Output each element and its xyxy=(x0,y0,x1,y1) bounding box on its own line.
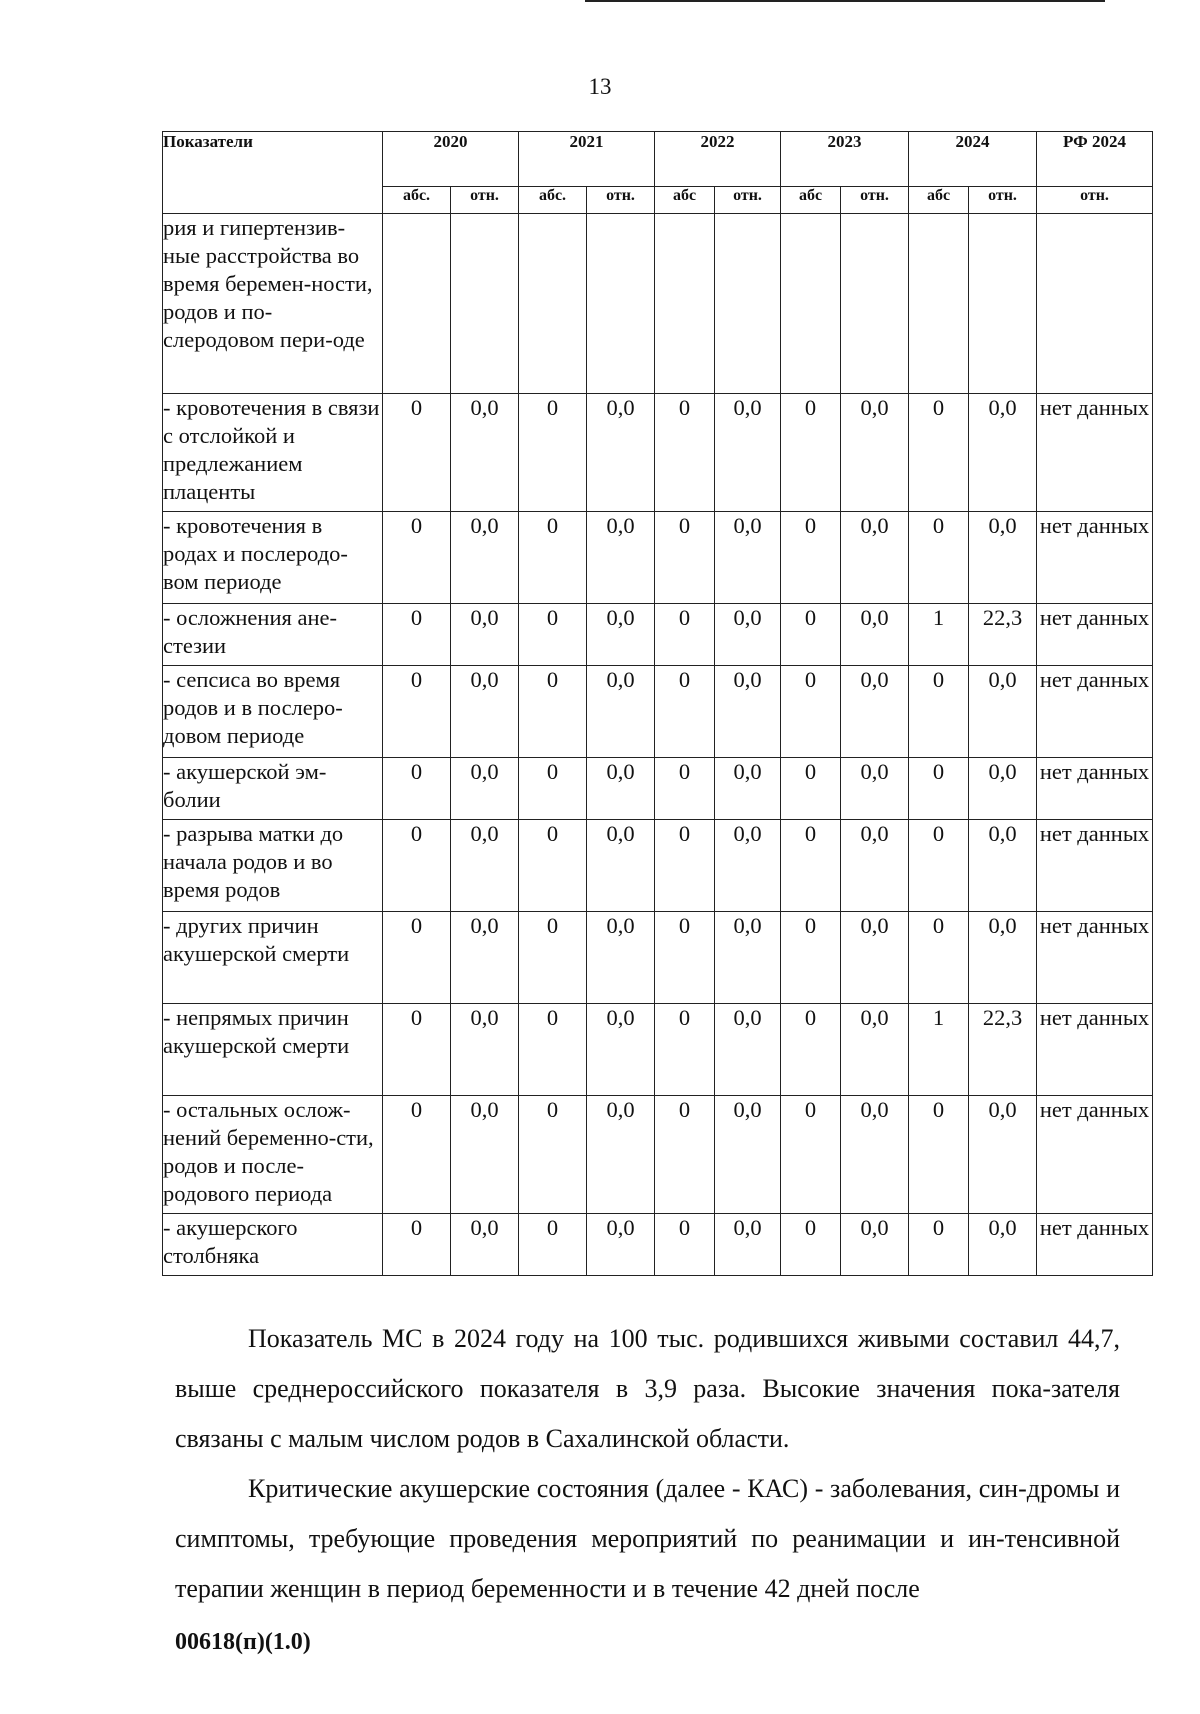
cell-rel: 0,0 xyxy=(451,512,519,604)
cell-abs: 0 xyxy=(519,1096,587,1214)
cell-abs xyxy=(383,214,451,394)
cell-rel: 0,0 xyxy=(715,1096,781,1214)
table-row xyxy=(163,604,1153,666)
cell-rel: 0,0 xyxy=(969,820,1037,912)
cell-rel: 0,0 xyxy=(841,912,909,1004)
table-row xyxy=(163,758,1153,820)
cell-rel: 0,0 xyxy=(451,912,519,1004)
cell-abs: 0 xyxy=(383,758,451,820)
cell-abs: 0 xyxy=(383,666,451,758)
cell-rel: 0,0 xyxy=(587,512,655,604)
header-year: 2020 xyxy=(383,132,519,187)
header-unit: отн. xyxy=(1037,187,1153,214)
cell-abs: 0 xyxy=(909,512,969,604)
document-code: 00618(п)(1.0) xyxy=(175,1629,311,1655)
row-label: рия и гипертензив-ные расстройства во время беремен-ности, родов и по-слеродовом пери-оде xyxy=(163,214,383,394)
cell-abs: 0 xyxy=(655,1096,715,1214)
cell-rf: нет данных xyxy=(1037,512,1153,604)
table-row xyxy=(163,1004,1153,1096)
header-year: 2024 xyxy=(909,132,1037,187)
cell-abs: 0 xyxy=(909,1096,969,1214)
header-unit: абс. xyxy=(383,187,451,214)
row-label: - непрямых причин акушерской смерти xyxy=(163,1004,383,1096)
cell-rel: 0,0 xyxy=(715,758,781,820)
row-label: - кровотечения в родах и послеродо-вом периоде xyxy=(163,512,383,604)
cell-abs: 0 xyxy=(781,1004,841,1096)
cell-rel: 0,0 xyxy=(841,1096,909,1214)
cell-rel: 0,0 xyxy=(451,820,519,912)
cell-rel: 22,3 xyxy=(969,1004,1037,1096)
cell-rel: 0,0 xyxy=(969,912,1037,1004)
cell-rel xyxy=(715,214,781,394)
cell-abs xyxy=(909,214,969,394)
cell-abs xyxy=(781,214,841,394)
cell-abs: 0 xyxy=(909,1214,969,1276)
cell-rel: 0,0 xyxy=(451,666,519,758)
header-row-years xyxy=(163,132,1153,187)
cell-abs: 0 xyxy=(655,604,715,666)
paragraph-mortality-rate: Показатель МС в 2024 году на 100 тыс. родившихся живыми составил 44,7, выше среднероссийского показателя в 3,9 раза. Высокие значения пока-зателя связаны с малым числом родов в Сахалинской области. xyxy=(175,1324,1120,1453)
header-unit: отн. xyxy=(969,187,1037,214)
table-row xyxy=(163,1214,1153,1276)
cell-abs: 0 xyxy=(909,666,969,758)
header-year: 2022 xyxy=(655,132,781,187)
cell-abs: 0 xyxy=(781,604,841,666)
cell-rel xyxy=(587,214,655,394)
cell-rel: 0,0 xyxy=(587,820,655,912)
cell-rel: 22,3 xyxy=(969,604,1037,666)
cell-abs: 0 xyxy=(655,1004,715,1096)
cell-abs: 1 xyxy=(909,1004,969,1096)
cell-rf: нет данных xyxy=(1037,1096,1153,1214)
cell-abs: 0 xyxy=(519,758,587,820)
cell-abs: 0 xyxy=(909,820,969,912)
cell-rel: 0,0 xyxy=(451,394,519,512)
cell-rf: нет данных xyxy=(1037,604,1153,666)
row-label: - акушерского столбняка xyxy=(163,1214,383,1276)
header-year: 2023 xyxy=(781,132,909,187)
cell-rel: 0,0 xyxy=(715,820,781,912)
cell-abs: 0 xyxy=(909,394,969,512)
cell-abs xyxy=(519,214,587,394)
cell-abs: 0 xyxy=(781,1096,841,1214)
cell-abs: 0 xyxy=(781,394,841,512)
cell-abs: 0 xyxy=(383,512,451,604)
cell-rel xyxy=(969,214,1037,394)
cell-rel: 0,0 xyxy=(587,1214,655,1276)
cell-abs: 0 xyxy=(383,1096,451,1214)
cell-abs: 0 xyxy=(519,604,587,666)
cell-abs: 0 xyxy=(383,1004,451,1096)
cell-rel: 0,0 xyxy=(451,1214,519,1276)
cell-rf xyxy=(1037,214,1153,394)
header-unit: абс xyxy=(909,187,969,214)
cell-abs: 1 xyxy=(909,604,969,666)
cell-rel: 0,0 xyxy=(587,604,655,666)
indicators-table xyxy=(162,131,1153,1276)
cell-abs: 0 xyxy=(655,394,715,512)
cell-abs: 0 xyxy=(383,820,451,912)
table-row xyxy=(163,214,1153,394)
cell-rf: нет данных xyxy=(1037,666,1153,758)
cell-rel xyxy=(841,214,909,394)
row-label: - разрыва матки до начала родов и во время родов xyxy=(163,820,383,912)
cell-rel: 0,0 xyxy=(587,1096,655,1214)
cell-rf: нет данных xyxy=(1037,912,1153,1004)
cell-rel: 0,0 xyxy=(969,1214,1037,1276)
cell-abs: 0 xyxy=(655,1214,715,1276)
cell-rel: 0,0 xyxy=(841,820,909,912)
cell-rel: 0,0 xyxy=(715,394,781,512)
cell-rel: 0,0 xyxy=(969,512,1037,604)
header-year: 2021 xyxy=(519,132,655,187)
cell-abs: 0 xyxy=(383,604,451,666)
header-rf-2024: РФ 2024 xyxy=(1037,132,1153,187)
cell-rel: 0,0 xyxy=(969,758,1037,820)
cell-abs: 0 xyxy=(519,512,587,604)
header-unit: отн. xyxy=(451,187,519,214)
header-unit: отн. xyxy=(841,187,909,214)
row-label: - акушерской эм-болии xyxy=(163,758,383,820)
cell-abs: 0 xyxy=(781,820,841,912)
header-unit: отн. xyxy=(587,187,655,214)
row-label: - осложнения ане-стезии xyxy=(163,604,383,666)
cell-rel: 0,0 xyxy=(841,666,909,758)
cell-rel: 0,0 xyxy=(715,604,781,666)
cell-abs: 0 xyxy=(781,758,841,820)
cell-abs: 0 xyxy=(519,394,587,512)
cell-abs: 0 xyxy=(519,912,587,1004)
cell-abs xyxy=(655,214,715,394)
cell-rf: нет данных xyxy=(1037,820,1153,912)
header-unit: абс. xyxy=(519,187,587,214)
table-row xyxy=(163,1096,1153,1214)
cell-rf: нет данных xyxy=(1037,394,1153,512)
header-unit: абс xyxy=(655,187,715,214)
cell-abs: 0 xyxy=(383,1214,451,1276)
header-unit: отн. xyxy=(715,187,781,214)
cell-rel: 0,0 xyxy=(587,394,655,512)
row-label: - сепсиса во время родов и в послеро-довом периоде xyxy=(163,666,383,758)
cell-rel: 0,0 xyxy=(969,394,1037,512)
table-row xyxy=(163,394,1153,512)
table-row xyxy=(163,512,1153,604)
cell-rel: 0,0 xyxy=(587,666,655,758)
cell-abs: 0 xyxy=(655,758,715,820)
cell-rel xyxy=(451,214,519,394)
cell-abs: 0 xyxy=(655,820,715,912)
cell-abs: 0 xyxy=(781,912,841,1004)
cell-rel: 0,0 xyxy=(841,512,909,604)
cell-abs: 0 xyxy=(383,912,451,1004)
cell-rel: 0,0 xyxy=(841,394,909,512)
cell-rel: 0,0 xyxy=(715,512,781,604)
cell-abs: 0 xyxy=(655,912,715,1004)
cell-rel: 0,0 xyxy=(841,758,909,820)
cell-abs: 0 xyxy=(655,666,715,758)
table-row xyxy=(163,912,1153,1004)
cell-abs: 0 xyxy=(781,666,841,758)
header-indicators: Показатели xyxy=(163,132,383,214)
cell-abs: 0 xyxy=(519,666,587,758)
cell-abs: 0 xyxy=(909,758,969,820)
cell-rel: 0,0 xyxy=(969,666,1037,758)
cell-abs: 0 xyxy=(909,912,969,1004)
top-edge-line xyxy=(585,0,1105,2)
row-label: - других причин акушерской смерти xyxy=(163,912,383,1004)
cell-abs: 0 xyxy=(519,820,587,912)
cell-rel: 0,0 xyxy=(587,912,655,1004)
header-unit: абс xyxy=(781,187,841,214)
paragraph-critical-states: Критические акушерские состояния (далее - КАС) - заболевания, син-дромы и симптомы, требующие проведения мероприятий по реанимации и ин-тенсивной терапии женщин в период беременности и в течение 42 дней после xyxy=(175,1474,1120,1603)
cell-abs: 0 xyxy=(781,512,841,604)
cell-abs: 0 xyxy=(655,512,715,604)
cell-rel: 0,0 xyxy=(841,1214,909,1276)
cell-rel: 0,0 xyxy=(841,604,909,666)
cell-rel: 0,0 xyxy=(715,1004,781,1096)
table-row xyxy=(163,820,1153,912)
cell-rel: 0,0 xyxy=(587,1004,655,1096)
cell-rf: нет данных xyxy=(1037,1214,1153,1276)
cell-rel: 0,0 xyxy=(969,1096,1037,1214)
cell-rf: нет данных xyxy=(1037,1004,1153,1096)
cell-abs: 0 xyxy=(781,1214,841,1276)
row-label: - кровотечения в связи с отслойкой и предлежанием плаценты xyxy=(163,394,383,512)
cell-rel: 0,0 xyxy=(841,1004,909,1096)
cell-rel: 0,0 xyxy=(451,1004,519,1096)
table-row xyxy=(163,666,1153,758)
cell-rel: 0,0 xyxy=(715,1214,781,1276)
cell-rel: 0,0 xyxy=(451,758,519,820)
row-label: - остальных ослож-нений беременно-сти, родов и после-родового периода xyxy=(163,1096,383,1214)
cell-rf: нет данных xyxy=(1037,758,1153,820)
cell-rel: 0,0 xyxy=(451,604,519,666)
cell-rel: 0,0 xyxy=(715,666,781,758)
cell-abs: 0 xyxy=(383,394,451,512)
page-number: 13 xyxy=(588,74,612,99)
cell-abs: 0 xyxy=(519,1214,587,1276)
cell-rel: 0,0 xyxy=(451,1096,519,1214)
cell-rel: 0,0 xyxy=(587,758,655,820)
cell-rel: 0,0 xyxy=(715,912,781,1004)
cell-abs: 0 xyxy=(519,1004,587,1096)
